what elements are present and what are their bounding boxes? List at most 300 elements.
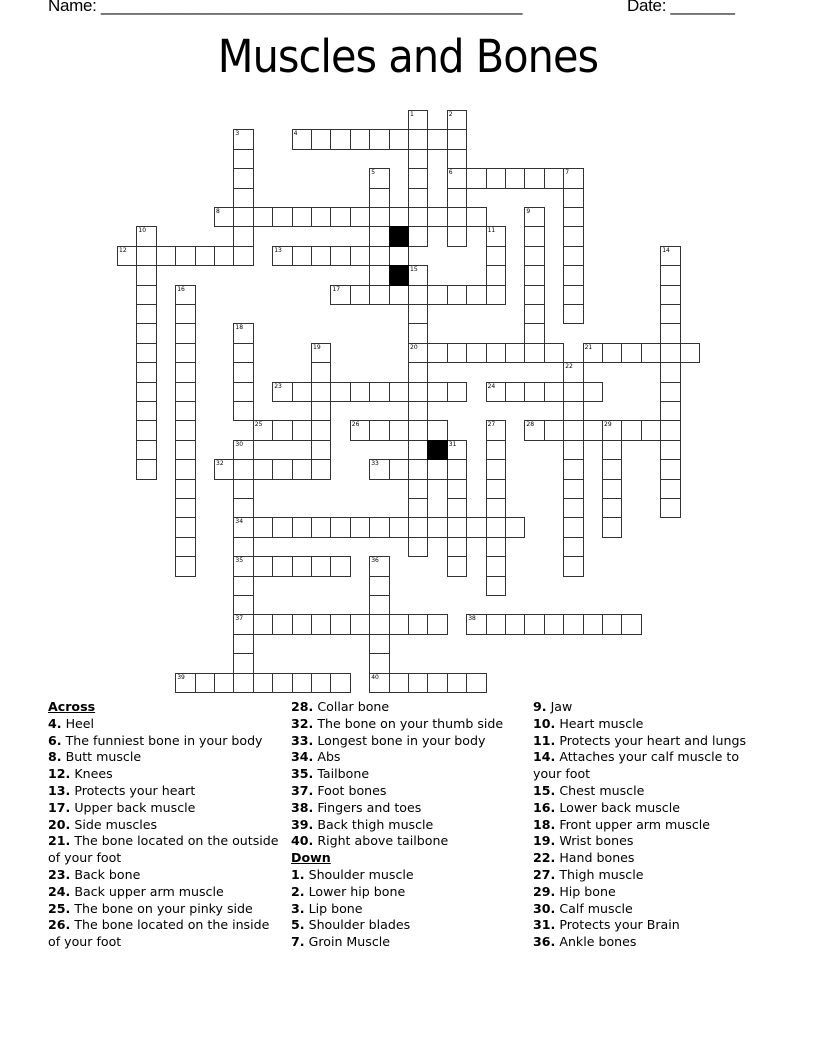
grid-cell[interactable] [369, 265, 389, 285]
grid-cell[interactable] [389, 614, 409, 634]
grid-cell[interactable] [641, 420, 661, 440]
grid-cell[interactable] [408, 207, 428, 227]
grid-cell[interactable] [408, 498, 428, 518]
grid-cell[interactable] [602, 498, 622, 518]
grid-cell[interactable] [136, 440, 156, 460]
grid-cell[interactable] [136, 226, 156, 246]
grid-cell[interactable] [563, 265, 583, 285]
grid-cell[interactable] [233, 614, 253, 634]
grid-cell[interactable] [311, 246, 331, 266]
grid-cell[interactable] [175, 420, 195, 440]
grid-cell[interactable] [408, 188, 428, 208]
grid-cell[interactable] [544, 420, 564, 440]
grid-cell[interactable] [563, 459, 583, 479]
grid-cell[interactable] [330, 129, 350, 149]
grid-cell[interactable] [602, 614, 622, 634]
grid-cell[interactable] [505, 343, 525, 363]
grid-cell[interactable] [350, 207, 370, 227]
grid-cell[interactable] [447, 479, 467, 499]
grid-cell[interactable] [563, 304, 583, 324]
grid-cell[interactable] [253, 673, 273, 693]
grid-cell[interactable] [233, 517, 253, 537]
grid-cell[interactable] [156, 246, 176, 266]
grid-cell[interactable] [447, 285, 467, 305]
grid-cell[interactable] [214, 207, 234, 227]
grid-cell[interactable] [272, 673, 292, 693]
grid-cell[interactable] [486, 479, 506, 499]
grid-cell[interactable] [369, 285, 389, 305]
grid-cell[interactable] [427, 207, 447, 227]
grid-cell[interactable] [369, 207, 389, 227]
grid-cell[interactable] [175, 517, 195, 537]
grid-cell[interactable] [563, 537, 583, 557]
grid-cell[interactable] [486, 614, 506, 634]
grid-cell[interactable] [311, 420, 331, 440]
grid-cell[interactable] [447, 343, 467, 363]
grid-cell[interactable] [621, 420, 641, 440]
grid-cell[interactable] [233, 440, 253, 460]
grid-cell[interactable] [369, 188, 389, 208]
grid-cell[interactable] [408, 343, 428, 363]
grid-cell[interactable] [233, 401, 253, 421]
grid-cell[interactable] [233, 323, 253, 343]
grid-cell[interactable] [233, 537, 253, 557]
grid-cell[interactable] [272, 614, 292, 634]
grid-cell[interactable] [214, 459, 234, 479]
grid-cell[interactable] [408, 479, 428, 499]
grid-cell[interactable] [214, 673, 234, 693]
grid-cell[interactable] [447, 440, 467, 460]
grid-cell[interactable] [233, 634, 253, 654]
grid-cell[interactable] [408, 382, 428, 402]
grid-cell[interactable] [408, 168, 428, 188]
grid-cell[interactable] [583, 382, 603, 402]
grid-cell[interactable] [660, 459, 680, 479]
grid-cell[interactable] [680, 343, 700, 363]
grid-cell[interactable] [369, 634, 389, 654]
grid-cell[interactable] [136, 362, 156, 382]
grid-cell[interactable] [563, 285, 583, 305]
grid-cell[interactable] [253, 614, 273, 634]
grid-cell[interactable] [524, 420, 544, 440]
grid-cell[interactable] [621, 614, 641, 634]
grid-cell[interactable] [660, 440, 680, 460]
grid-cell[interactable] [292, 246, 312, 266]
grid-cell[interactable] [311, 673, 331, 693]
grid-cell[interactable] [583, 343, 603, 363]
grid-cell[interactable] [408, 517, 428, 537]
grid-cell[interactable] [233, 498, 253, 518]
grid-cell[interactable] [408, 459, 428, 479]
grid-cell[interactable] [175, 323, 195, 343]
grid-cell[interactable] [408, 285, 428, 305]
grid-cell[interactable] [427, 459, 447, 479]
grid-cell[interactable] [408, 420, 428, 440]
grid-cell[interactable] [214, 246, 234, 266]
grid-cell[interactable] [117, 246, 137, 266]
grid-cell[interactable] [330, 207, 350, 227]
grid-cell[interactable] [563, 498, 583, 518]
grid-cell[interactable] [466, 285, 486, 305]
grid-cell[interactable] [369, 517, 389, 537]
grid-cell[interactable] [447, 498, 467, 518]
grid-cell[interactable] [427, 343, 447, 363]
grid-cell[interactable] [427, 382, 447, 402]
grid-cell[interactable] [136, 420, 156, 440]
grid-cell[interactable] [466, 673, 486, 693]
grid-cell[interactable] [544, 382, 564, 402]
grid-cell[interactable] [524, 382, 544, 402]
grid-cell[interactable] [330, 246, 350, 266]
grid-cell[interactable] [233, 362, 253, 382]
grid-cell[interactable] [447, 207, 467, 227]
grid-cell[interactable] [466, 343, 486, 363]
grid-cell[interactable] [389, 382, 409, 402]
grid-cell[interactable] [369, 576, 389, 596]
grid-cell[interactable] [292, 614, 312, 634]
grid-cell[interactable] [292, 129, 312, 149]
grid-cell[interactable] [486, 343, 506, 363]
grid-cell[interactable] [175, 479, 195, 499]
grid-cell[interactable] [136, 382, 156, 402]
grid-cell[interactable] [563, 362, 583, 382]
grid-cell[interactable] [292, 207, 312, 227]
grid-cell[interactable] [408, 265, 428, 285]
grid-cell[interactable] [583, 420, 603, 440]
grid-cell[interactable] [563, 382, 583, 402]
grid-cell[interactable] [233, 343, 253, 363]
grid-cell[interactable] [253, 556, 273, 576]
grid-cell[interactable] [136, 343, 156, 363]
grid-cell[interactable] [369, 129, 389, 149]
grid-cell[interactable] [330, 673, 350, 693]
grid-cell[interactable] [136, 323, 156, 343]
grid-cell[interactable] [408, 614, 428, 634]
grid-cell[interactable] [447, 188, 467, 208]
grid-cell[interactable] [486, 285, 506, 305]
grid-cell[interactable] [369, 556, 389, 576]
grid-cell[interactable] [408, 440, 428, 460]
grid-cell[interactable] [292, 420, 312, 440]
grid-cell[interactable] [660, 265, 680, 285]
grid-cell[interactable] [427, 420, 447, 440]
grid-cell[interactable] [233, 246, 253, 266]
grid-cell[interactable] [175, 343, 195, 363]
grid-cell[interactable] [233, 226, 253, 246]
grid-cell[interactable] [389, 246, 409, 266]
grid-cell[interactable] [660, 401, 680, 421]
grid-cell[interactable] [660, 362, 680, 382]
grid-cell[interactable] [350, 517, 370, 537]
grid-cell[interactable] [350, 420, 370, 440]
grid-cell[interactable] [330, 285, 350, 305]
grid-cell[interactable] [311, 207, 331, 227]
grid-cell[interactable] [136, 265, 156, 285]
grid-cell[interactable] [524, 246, 544, 266]
grid-cell[interactable] [563, 246, 583, 266]
grid-cell[interactable] [369, 459, 389, 479]
grid-cell[interactable] [350, 285, 370, 305]
grid-cell[interactable] [233, 556, 253, 576]
grid-cell[interactable] [447, 382, 467, 402]
grid-cell[interactable] [136, 304, 156, 324]
grid-cell[interactable] [272, 517, 292, 537]
grid-cell[interactable] [427, 517, 447, 537]
grid-cell[interactable] [175, 304, 195, 324]
grid-cell[interactable] [505, 517, 525, 537]
grid-cell[interactable] [563, 401, 583, 421]
grid-cell[interactable] [524, 265, 544, 285]
grid-cell[interactable] [311, 362, 331, 382]
grid-cell[interactable] [233, 576, 253, 596]
grid-cell[interactable] [524, 304, 544, 324]
grid-cell[interactable] [389, 129, 409, 149]
grid-cell[interactable] [486, 498, 506, 518]
grid-cell[interactable] [524, 343, 544, 363]
grid-cell[interactable] [524, 614, 544, 634]
grid-cell[interactable] [486, 537, 506, 557]
grid-cell[interactable] [408, 362, 428, 382]
grid-cell[interactable] [486, 265, 506, 285]
grid-cell[interactable] [660, 323, 680, 343]
grid-cell[interactable] [175, 401, 195, 421]
grid-cell[interactable] [330, 556, 350, 576]
grid-cell[interactable] [486, 440, 506, 460]
grid-cell[interactable] [389, 673, 409, 693]
grid-cell[interactable] [136, 246, 156, 266]
grid-cell[interactable] [253, 517, 273, 537]
grid-cell[interactable] [311, 440, 331, 460]
grid-cell[interactable] [233, 653, 253, 673]
grid-cell[interactable] [466, 168, 486, 188]
grid-cell[interactable] [486, 459, 506, 479]
grid-cell[interactable] [427, 129, 447, 149]
grid-cell[interactable] [524, 323, 544, 343]
grid-cell[interactable] [524, 207, 544, 227]
grid-cell[interactable] [524, 285, 544, 305]
grid-cell[interactable] [466, 517, 486, 537]
grid-cell[interactable] [408, 226, 428, 246]
grid-cell[interactable] [447, 537, 467, 557]
grid-cell[interactable] [447, 226, 467, 246]
grid-cell[interactable] [505, 614, 525, 634]
grid-cell[interactable] [486, 246, 506, 266]
grid-cell[interactable] [175, 459, 195, 479]
grid-cell[interactable] [524, 168, 544, 188]
grid-cell[interactable] [350, 246, 370, 266]
grid-cell[interactable] [195, 673, 215, 693]
grid-cell[interactable] [563, 517, 583, 537]
grid-cell[interactable] [233, 479, 253, 499]
grid-cell[interactable] [272, 459, 292, 479]
grid-cell[interactable] [233, 188, 253, 208]
grid-cell[interactable] [447, 517, 467, 537]
grid-cell[interactable] [253, 459, 273, 479]
grid-cell[interactable] [486, 226, 506, 246]
grid-cell[interactable] [660, 479, 680, 499]
grid-cell[interactable] [427, 285, 447, 305]
grid-cell[interactable] [660, 420, 680, 440]
grid-cell[interactable] [175, 537, 195, 557]
grid-cell[interactable] [369, 614, 389, 634]
grid-cell[interactable] [233, 673, 253, 693]
grid-cell[interactable] [292, 556, 312, 576]
grid-cell[interactable] [486, 556, 506, 576]
grid-cell[interactable] [466, 207, 486, 227]
grid-cell[interactable] [602, 517, 622, 537]
grid-cell[interactable] [369, 382, 389, 402]
grid-cell[interactable] [330, 382, 350, 402]
grid-cell[interactable] [660, 498, 680, 518]
grid-cell[interactable] [408, 323, 428, 343]
grid-cell[interactable] [524, 226, 544, 246]
grid-cell[interactable] [486, 576, 506, 596]
grid-cell[interactable] [369, 420, 389, 440]
grid-cell[interactable] [427, 614, 447, 634]
grid-cell[interactable] [563, 614, 583, 634]
grid-cell[interactable] [544, 614, 564, 634]
grid-cell[interactable] [660, 285, 680, 305]
grid-cell[interactable] [311, 343, 331, 363]
grid-cell[interactable] [175, 362, 195, 382]
grid-cell[interactable] [408, 304, 428, 324]
grid-cell[interactable] [175, 382, 195, 402]
grid-cell[interactable] [369, 226, 389, 246]
grid-cell[interactable] [408, 401, 428, 421]
grid-cell[interactable] [505, 168, 525, 188]
grid-cell[interactable] [272, 382, 292, 402]
grid-cell[interactable] [486, 517, 506, 537]
grid-cell[interactable] [660, 246, 680, 266]
grid-cell[interactable] [233, 149, 253, 169]
grid-cell[interactable] [311, 382, 331, 402]
grid-cell[interactable] [311, 556, 331, 576]
grid-cell[interactable] [195, 246, 215, 266]
grid-cell[interactable] [175, 498, 195, 518]
grid-cell[interactable] [583, 614, 603, 634]
grid-cell[interactable] [602, 479, 622, 499]
grid-cell[interactable] [660, 343, 680, 363]
grid-cell[interactable] [505, 382, 525, 402]
grid-cell[interactable] [369, 595, 389, 615]
grid-cell[interactable] [175, 673, 195, 693]
grid-cell[interactable] [408, 149, 428, 169]
grid-cell[interactable] [369, 673, 389, 693]
grid-cell[interactable] [389, 420, 409, 440]
grid-cell[interactable] [311, 129, 331, 149]
grid-cell[interactable] [253, 207, 273, 227]
grid-cell[interactable] [292, 673, 312, 693]
grid-cell[interactable] [233, 207, 253, 227]
grid-cell[interactable] [408, 673, 428, 693]
grid-cell[interactable] [311, 459, 331, 479]
grid-cell[interactable] [408, 110, 428, 130]
grid-cell[interactable] [563, 420, 583, 440]
grid-cell[interactable] [233, 382, 253, 402]
grid-cell[interactable] [486, 382, 506, 402]
grid-cell[interactable] [447, 673, 467, 693]
grid-cell[interactable] [136, 285, 156, 305]
grid-cell[interactable] [447, 149, 467, 169]
grid-cell[interactable] [272, 207, 292, 227]
grid-cell[interactable] [544, 343, 564, 363]
grid-cell[interactable] [447, 556, 467, 576]
grid-cell[interactable] [408, 129, 428, 149]
grid-cell[interactable] [253, 420, 273, 440]
grid-cell[interactable] [272, 556, 292, 576]
grid-cell[interactable] [486, 168, 506, 188]
grid-cell[interactable] [660, 382, 680, 402]
grid-cell[interactable] [233, 459, 253, 479]
grid-cell[interactable] [330, 614, 350, 634]
grid-cell[interactable] [447, 129, 467, 149]
grid-cell[interactable] [563, 188, 583, 208]
grid-cell[interactable] [136, 459, 156, 479]
grid-cell[interactable] [544, 168, 564, 188]
grid-cell[interactable] [563, 168, 583, 188]
grid-cell[interactable] [311, 614, 331, 634]
grid-cell[interactable] [389, 285, 409, 305]
grid-cell[interactable] [602, 459, 622, 479]
grid-cell[interactable] [447, 459, 467, 479]
grid-cell[interactable] [233, 168, 253, 188]
grid-cell[interactable] [292, 459, 312, 479]
grid-cell[interactable] [427, 673, 447, 693]
grid-cell[interactable] [350, 129, 370, 149]
grid-cell[interactable] [563, 479, 583, 499]
grid-cell[interactable] [447, 110, 467, 130]
grid-cell[interactable] [563, 556, 583, 576]
grid-cell[interactable] [311, 517, 331, 537]
grid-cell[interactable] [369, 653, 389, 673]
grid-cell[interactable] [389, 459, 409, 479]
grid-cell[interactable] [175, 556, 195, 576]
grid-cell[interactable] [292, 382, 312, 402]
grid-cell[interactable] [641, 343, 661, 363]
grid-cell[interactable] [233, 129, 253, 149]
grid-cell[interactable] [486, 420, 506, 440]
date-field[interactable]: Date: _______ [627, 0, 735, 15]
grid-cell[interactable] [369, 246, 389, 266]
name-field[interactable]: Name: ______________________________________________ [48, 0, 523, 15]
grid-cell[interactable] [233, 595, 253, 615]
grid-cell[interactable] [563, 226, 583, 246]
grid-cell[interactable] [175, 285, 195, 305]
grid-cell[interactable] [602, 420, 622, 440]
grid-cell[interactable] [369, 168, 389, 188]
grid-cell[interactable] [602, 440, 622, 460]
grid-cell[interactable] [660, 304, 680, 324]
grid-cell[interactable] [602, 343, 622, 363]
grid-cell[interactable] [466, 614, 486, 634]
grid-cell[interactable] [350, 382, 370, 402]
grid-cell[interactable] [136, 401, 156, 421]
grid-cell[interactable] [175, 246, 195, 266]
grid-cell[interactable] [563, 207, 583, 227]
grid-cell[interactable] [389, 207, 409, 227]
grid-cell[interactable] [408, 537, 428, 557]
grid-cell[interactable] [272, 420, 292, 440]
grid-cell[interactable] [563, 440, 583, 460]
grid-cell[interactable] [350, 614, 370, 634]
grid-cell[interactable] [389, 517, 409, 537]
grid-cell[interactable] [330, 517, 350, 537]
grid-cell[interactable] [621, 343, 641, 363]
grid-cell[interactable] [447, 168, 467, 188]
grid-cell[interactable] [292, 517, 312, 537]
grid-cell[interactable] [272, 246, 292, 266]
grid-cell[interactable] [175, 440, 195, 460]
